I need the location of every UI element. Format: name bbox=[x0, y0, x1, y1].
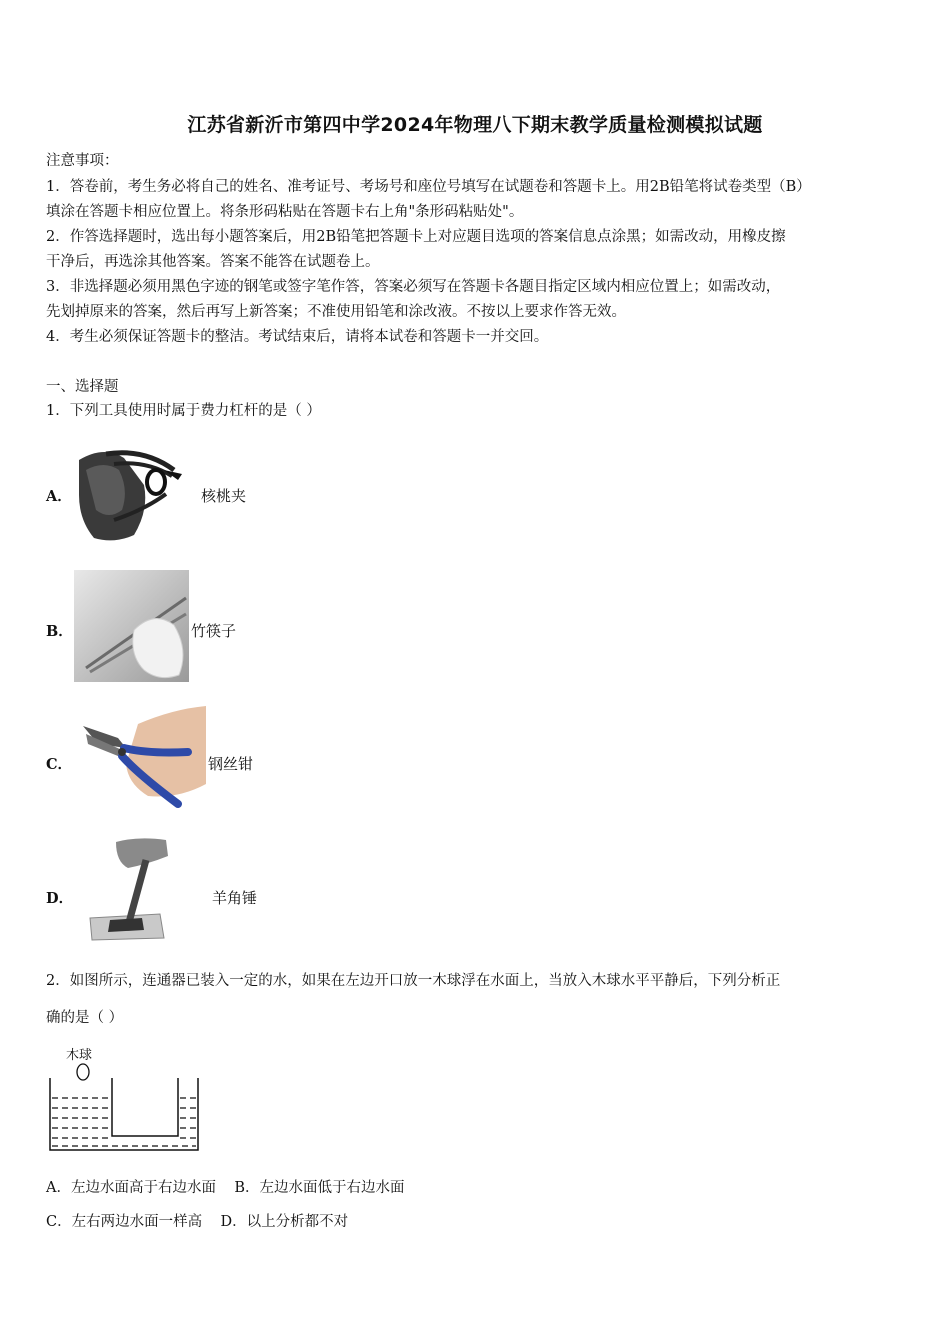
option-b-letter: B． bbox=[46, 623, 73, 640]
option-d-letter: D． bbox=[46, 890, 74, 907]
wooden-ball bbox=[77, 1064, 89, 1080]
notice-line: 干净后，再选涂其他答案。答案不能答在试题卷上。 bbox=[46, 254, 380, 270]
question-2-answers-row-1: A．左边水面高于右边水面 B．左边水面低于右边水面 bbox=[46, 1180, 405, 1196]
hammer-image bbox=[88, 834, 170, 942]
option-a-text: 核桃夹 bbox=[201, 487, 247, 505]
question-2-stem: 2．如图所示，连通器已装入一定的水，如果在左边开口放一木球浮在水面上，当放入木球水平平静后，下列分析正 bbox=[46, 973, 781, 989]
notice-line: 1．答卷前，考生务必将自己的姓名、准考证号、考场号和座位号填写在试题卷和答题卡上。用2B铅笔将试卷类型（B） bbox=[46, 179, 811, 195]
pliers-image bbox=[78, 704, 206, 810]
section-heading: 一、选择题 bbox=[46, 379, 119, 395]
notice-line: 2．作答选择题时，选出每小题答案后，用2B铅笔把答题卡上对应题目选项的答案信息点涂黑；如需改动，用橡皮擦 bbox=[46, 229, 786, 245]
notice-line: 3．非选择题必须用黑色字迹的钢笔或签字笔作答，答案必须写在答题卡各题目指定区域内相应位置上；如需改动， bbox=[46, 279, 781, 295]
question-2-answers-row-2: C．左右两边水面一样高 D．以上分析都不对 bbox=[46, 1214, 349, 1230]
chopsticks-image bbox=[74, 570, 189, 682]
page-title: 江苏省新沂市第四中学2024年物理八下期末教学质量检测模拟试题 bbox=[187, 114, 763, 136]
notice-line: 4．考生必须保证答题卡的整洁。考试结束后，请将本试卷和答题卡一并交回。 bbox=[46, 329, 549, 345]
question-2-stem-continued: 确的是（ ） bbox=[46, 1010, 124, 1026]
option-c-letter: C． bbox=[46, 756, 73, 773]
connected-vessel-figure bbox=[46, 1042, 202, 1154]
option-a-letter: A． bbox=[46, 488, 72, 505]
figure-label-wooden-ball: 木球 bbox=[66, 1048, 93, 1063]
question-1-stem: 1．下列工具使用时属于费力杠杆的是（ ） bbox=[46, 403, 321, 419]
nutcracker-image bbox=[74, 440, 186, 546]
option-b-text: 竹筷子 bbox=[191, 622, 237, 640]
notice-heading: 注意事项： bbox=[46, 153, 119, 169]
notice-line: 先划掉原来的答案，然后再写上新答案；不准使用铅笔和涂改液。不按以上要求作答无效。 bbox=[46, 304, 626, 320]
option-c-text: 钢丝钳 bbox=[208, 755, 254, 773]
notice-line: 填涂在答题卡相应位置上。将条形码粘贴在答题卡右上角"条形码粘贴处"。 bbox=[46, 204, 524, 220]
option-d-text: 羊角锤 bbox=[212, 889, 258, 907]
